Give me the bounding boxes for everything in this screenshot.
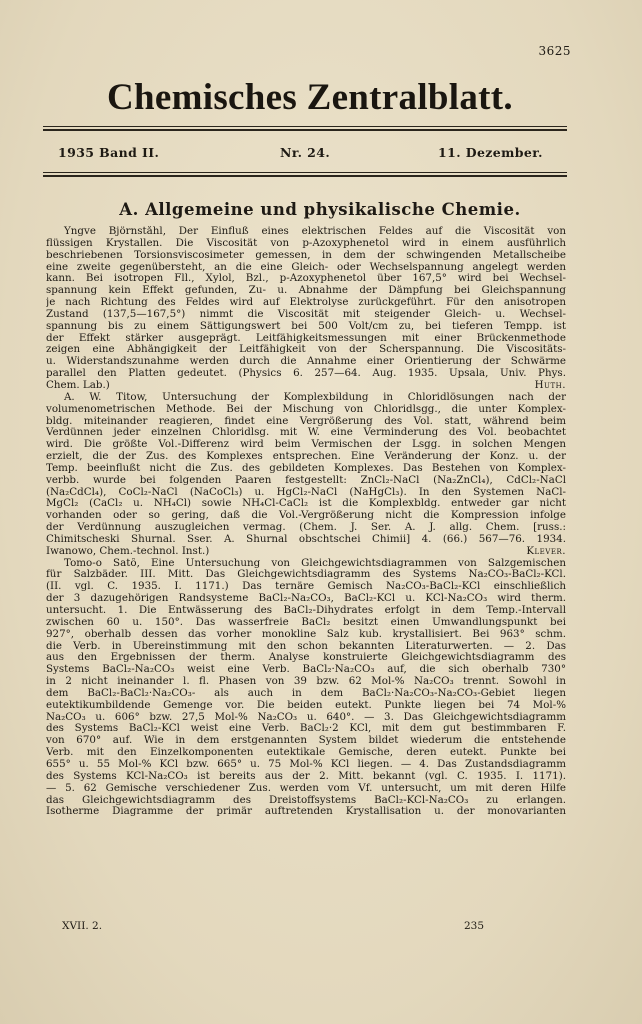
abstract-text-line: (II. vgl. C. 1935. I. 1171.) Das ternäre Gemisch Na₂CO₃-BaCl₂-KCl einschließlich xyxy=(46,581,566,593)
issue-rule-double xyxy=(43,175,567,177)
abstract-text-line: des Systems BaCl₂-KCl weist eine Verb. BaCl₂·2 KCl, mit dem gut bestimmbaren F. xyxy=(46,723,566,735)
abstract-text-line: (Na₂CdCl₄), CoCl₂-NaCl (NaCoCl₃) u. HgCl₂-NaCl (NaHgCl₃). In den Systemen NaCl- xyxy=(46,486,566,498)
abstract-entry xyxy=(46,226,566,392)
abstract-text-line: kann. Bei isotropen Fll., Xylol, Bzl., p-Azoxyphenetol über 167,5° wird bei Wechsel- xyxy=(46,273,566,285)
section-title: A. Allgemeine und physikalische Chemie. xyxy=(119,200,521,219)
abstracts-column xyxy=(46,226,566,818)
abstract-text-line: zeigen eine Abhängigkeit der Leitfähigkeit von der Scherspannung. Die Viscositäts- xyxy=(46,344,566,356)
abstract-text-line: des Systems KCl-Na₂CO₃ ist bereits aus der 2. Mitt. bekannt (vgl. C. 1935. I. 1171). xyxy=(46,770,566,782)
abstract-text-line: Zustand (137,5—167,5°) nimmt die Viscosität mit steigender Gleich- u. Wechsel- xyxy=(46,308,566,320)
abstract-text-line: Isotherme Diagramme der primär auftretenden Krystallisation u. der monovarianten xyxy=(46,806,566,818)
abstract-text-line: der 3 dazugehörigen Randsysteme BaCl₂-Na₂CO₃, BaCl₂-KCl u. KCl-Na₂CO₃ wird therm. xyxy=(46,593,566,605)
page-number: 3625 xyxy=(538,44,571,58)
issue-date: 11. Dezember. xyxy=(438,145,543,160)
abstract-text-line: Systems BaCl₂-Na₂CO₃ weist eine Verb. BaCl₂·Na₂CO₃ auf, die sich oberhalb 730° xyxy=(46,664,566,676)
abstract-text-line: eine zweite gegenübersteht, an die eine Gleich- oder Wechselspannung angelegt werden xyxy=(46,261,566,273)
abstract-text-line: beschriebenen Torsionsviscosimeter gemessen, in dem der schwingenden Metallscheibe xyxy=(46,249,566,261)
abstract-text-line: in 2 nicht ineinander l. fl. Phasen von 39 bzw. 62 Mol-% Na₂CO₃ trennt. Sowohl in xyxy=(46,676,566,688)
abstract-text-line: Verb. mit den Einzelkomponenten eutektikale Gemische, deren eutekt. Punkte bei xyxy=(46,747,566,759)
abstract-entry xyxy=(46,558,566,819)
abstract-text-line: erzielt, die der Zus. des Komplexes entsprechen. Eine Veränderung der Konz. u. der xyxy=(46,451,566,463)
abstract-text-line: 927°, oberhalb dessen das vorher monokline Salz kub. krystallisiert. Bei 963° schm. xyxy=(46,628,566,640)
abstract-text-line: volumenometrischen Methode. Bei der Mischung von Chloridlsgg., die unter Komplex- xyxy=(46,403,566,415)
abstract-text-line: MgCl₂ (CaCl₂ u. NH₄Cl) sowie NH₄Cl-CaCl₂ ist die Komplexbldg. entweder gar nicht xyxy=(46,498,566,510)
abstract-text-line: — 5. 62 Gemische verschiedener Zus. werden vom Vf. untersucht, um mit deren Hilfe xyxy=(46,782,566,794)
abstract-text-line: vorhanden oder so gering, daß die Vol.-Vergrößerung nicht die Kompression infolge xyxy=(46,510,566,522)
abstract-text-line: Temp. beeinflußt nicht die Zus. des gebildeten Komplexes. Das Bestehen von Komplex- xyxy=(46,462,566,474)
abstract-text-line: Chem. Lab.) Huth. xyxy=(46,379,566,391)
abstract-heading-line: A. W. Titow, Untersuchung der Komplexbildung in Chloridlösungen nach der xyxy=(64,391,566,403)
abstract-text-line: verbb. wurde bei folgenden Paaren festgestellt: ZnCl₂-NaCl (Na₂ZnCl₄), CdCl₂-NaCl xyxy=(46,474,566,486)
abstract-text-line: 655° u. 55 Mol-% KCl bzw. 665° u. 75 Mol-% KCl liegen. — 4. Das Zustandsdiagramm xyxy=(46,758,566,770)
issue-rule-top xyxy=(43,172,567,173)
footer-sheet-number: 235 xyxy=(464,920,485,932)
abstract-text-line: das Gleichgewichtsdiagramm des Dreistoffsystems BaCl₂-KCl-Na₂CO₃ zu erlangen. xyxy=(46,794,566,806)
abstract-text-line: u. Widerstandszunahme werden durch die Annahme einer Orientierung der Schwärme xyxy=(46,356,566,368)
masthead-rule-double xyxy=(43,129,567,131)
journal-masthead: Chemisches Zentralblatt. xyxy=(107,77,513,118)
abstract-text-line: spannung kein Effekt gefunden, Zu- u. Abnahme der Dämpfung bei Gleichspannung xyxy=(46,285,566,297)
abstract-text-line: bldg. miteinander reagieren, findet eine Vergrößerung des Vol. statt, während beim xyxy=(46,415,566,427)
abstract-text-line: aus den Ergebnissen der therm. Analyse konstruierte Gleichgewichtsdiagramm des xyxy=(46,652,566,664)
abstract-text-line: dem BaCl₂-BaCl₂·Na₂CO₃- als auch in dem BaCl₂·Na₂CO₃-Na₂CO₃-Gebiet liegen xyxy=(46,687,566,699)
abstract-heading-line: Yngve Björnståhl, Der Einfluß eines elektrischen Feldes auf die Viscosität von xyxy=(64,226,566,237)
abstract-text-line: Chimitscheski Shurnal. Sser. A. Shurnal obschtschei Chimii] 4. (66.) 567—76. 1934. xyxy=(46,533,566,545)
footer-volume-signature: XVII. 2. xyxy=(62,920,103,932)
abstract-text-line: für Salzbäder. III. Mitt. Das Gleichgewichtsdiagramm des Systems Na₂CO₃-BaCl₂-KCl. xyxy=(46,569,566,581)
abstract-text-line: von 670° auf. Wie in dem erstgenannten System bildet wiederum die entstehende xyxy=(46,735,566,747)
abstract-text-line: der Verdünnung auszugleichen vermag. (Chem. J. Ser. A. J. allg. Chem. [russ.: xyxy=(46,522,566,534)
abstract-text-line: Iwanowo, Chem.-technol. Inst.) Klever. xyxy=(46,545,566,557)
masthead-rule-top xyxy=(43,126,567,127)
abstract-text-line: die Verb. in Übereinstimmung mit den schon bekannten Literaturwerten. — 2. Das xyxy=(46,640,566,652)
page-footer xyxy=(62,920,488,934)
abstract-text-line: untersucht. 1. Die Entwässerung des BaCl₂-Dihydrates erfolgt in dem Temp.-Intervall xyxy=(46,605,566,616)
abstract-text-line: parallel den Platten gedeutet. (Physics 6. 257—64. Aug. 1935. Upsala, Univ. Phys. xyxy=(46,368,566,380)
abstract-text-line: je nach Richtung des Feldes wird auf Elektrolyse zurückgeführt. Für den anisotropen xyxy=(46,297,566,309)
abstract-text-line: Na₂CO₃ u. 606° bzw. 27,5 Mol-% Na₂CO₃ u. 640°. — 3. Das Gleichgewichtsdiagramm xyxy=(46,711,566,723)
issue-number: Nr. 24. xyxy=(280,145,331,160)
abstract-text-line: flüssigen Krystallen. Die Viscosität von p-Azoxyphenetol wird in einem ausführlich xyxy=(46,237,566,249)
abstract-text-line: zwischen 60 u. 150°. Das wasserfreie BaCl₂ besitzt einen Umwandlungspunkt bei xyxy=(46,616,566,628)
issue-line xyxy=(52,145,558,163)
abstract-text-line: der Effekt stärker ausgeprägt. Leitfähigkeitsmessungen mit einer Brückenmethode xyxy=(46,332,566,344)
issue-year-volume: 1935 Band II. xyxy=(58,145,160,160)
abstract-text-line: Verdünnen jeder einzelnen Chloridlsg. mit W. eine Verminderung des Vol. beobachtet xyxy=(46,427,566,439)
abstract-signature: Klever. xyxy=(526,545,566,557)
abstract-heading-line: Tomo-o Satô, Eine Untersuchung von Gleichgewichtsdiagrammen von Salzgemischen xyxy=(64,557,566,569)
abstract-signature: Huth. xyxy=(534,379,566,391)
abstract-entry xyxy=(46,392,566,558)
abstract-text-line: wird. Die größte Vol.-Differenz wird beim Vermischen der Lsgg. in solchen Mengen xyxy=(46,439,566,451)
abstract-text-line: eutektikumbildende Gemenge vor. Die beiden eutekt. Punkte liegen bei 74 Mol-% xyxy=(46,699,566,711)
abstract-text-line: spannung bis zu einem Sättigungswert bei 500 Volt/cm zu, bei tieferen Tempp. ist xyxy=(46,320,566,332)
